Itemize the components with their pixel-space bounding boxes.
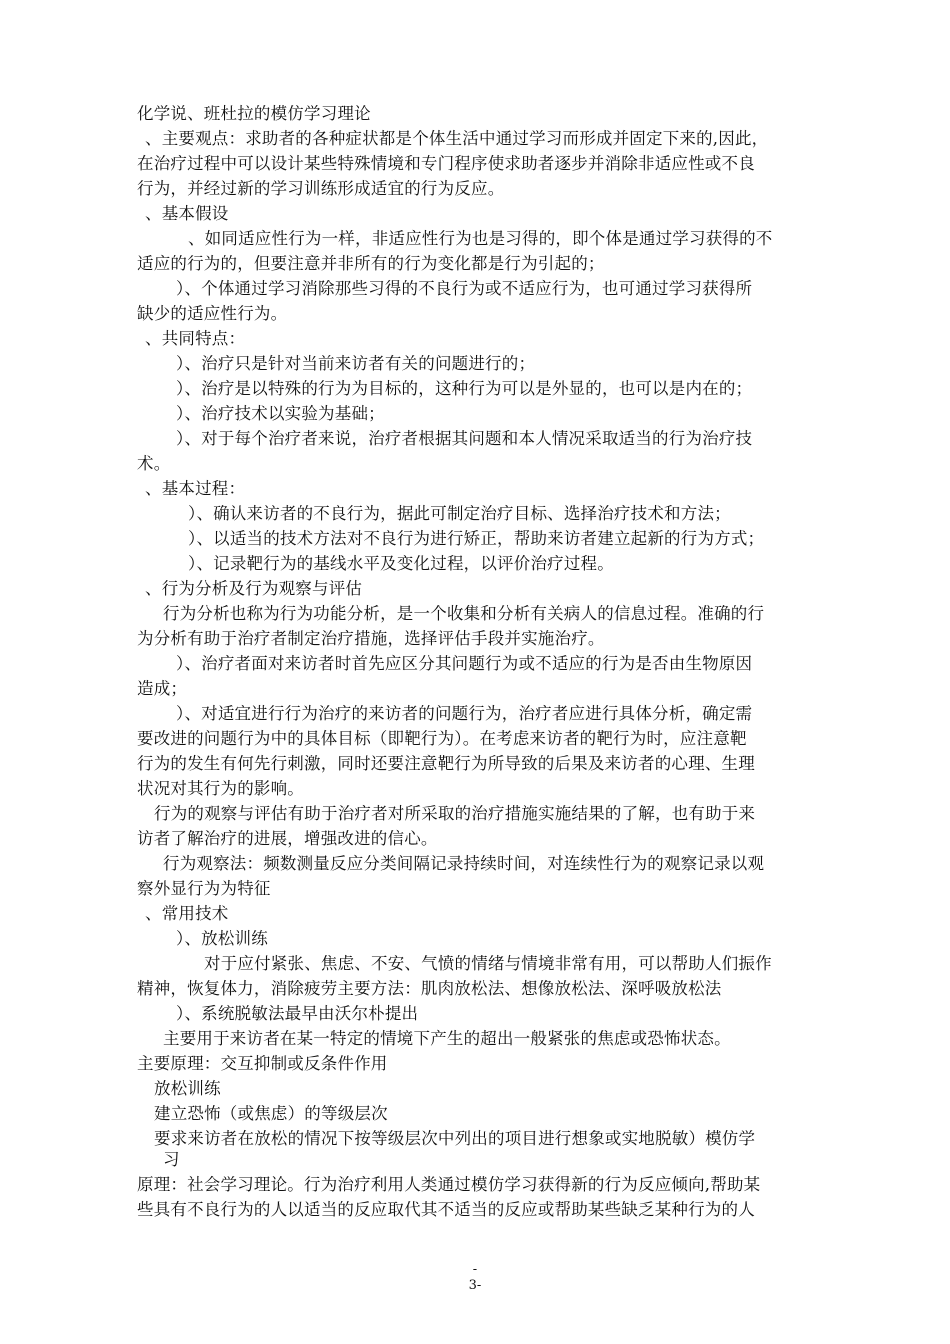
text-line: 行为分析也称为行为功能分析，是一个收集和分析有关病人的信息过程。准确的行 (163, 604, 765, 623)
text-line: 些具有不良行为的人以适当的反应取代其不适当的反应或帮助某些缺乏某种行为的人 (137, 1200, 755, 1219)
text-line: ）、确认来访者的不良行为，据此可制定治疗目标、选择治疗技术和方法； (188, 504, 731, 523)
text-line: 访者了解治疗的进展，增强改进的信心。 (137, 829, 438, 848)
text-line: ）、对于每个治疗者来说，治疗者根据其问题和本人情况采取适当的行为治疗技 (176, 429, 753, 448)
text-line: ）、放松训练 (176, 929, 268, 948)
text-line: 建立恐怖（或焦虑）的等级层次 (154, 1104, 388, 1123)
text-line: 化学说、班杜拉的模仿学习理论 (137, 104, 371, 123)
text-line: 行为的观察与评估有助于治疗者对所采取的治疗措施实施结果的了解，也有助于来 (154, 804, 756, 823)
text-line: 放松训练 (154, 1079, 221, 1098)
text-line: ）、治疗是以特殊的行为为目标的，这种行为可以是外显的，也可以是内在的； (176, 379, 753, 398)
text-line: 状况对其行为的影响。 (137, 779, 304, 798)
text-line: 在治疗过程中可以设计某些特殊情境和专门程序使求助者逐步并消除非适应性或不良 (137, 154, 755, 173)
text-line: 行为的发生有何先行刺激，同时还要注意靶行为所导致的后果及来访者的心理、生理 (137, 754, 755, 773)
text-line: ）、记录靶行为的基线水平及变化过程，以评价治疗过程。 (188, 554, 614, 573)
text-line: 、行为分析及行为观察与评估 (145, 579, 363, 598)
text-line: ）、以适当的技术方法对不良行为进行矫正，帮助来访者建立起新的行为方式； (188, 529, 765, 548)
text-line: 、如同适应性行为一样，非适应性行为也是习得的，即个体是通过学习获得的不 (188, 229, 773, 248)
text-line: 对于应付紧张、焦虑、不安、气愤的情绪与情境非常有用，可以帮助人们振作 (204, 954, 772, 973)
text-line: 、常用技术 (145, 904, 229, 923)
text-line: 行为观察法：频数测量反应分类间隔记录持续时间，对连续性行为的观察记录以观 (163, 854, 765, 873)
text-line: ）、治疗技术以实验为基础； (176, 404, 385, 423)
text-line: 察外显行为为特征 (137, 879, 271, 898)
text-line: 习 (163, 1150, 180, 1169)
text-line: 主要用于来访者在某一特定的情境下产生的超出一般紧张的焦虑或恐怖状态。 (163, 1029, 731, 1048)
text-line: 、基本过程： (145, 479, 246, 498)
text-line: ）、个体通过学习消除那些习得的不良行为或不适应行为，也可通过学习获得所 (176, 279, 753, 298)
text-line: 要改进的问题行为中的具体目标（即靶行为）。在考虑来访者的靶行为时，应注意靶 (137, 729, 747, 748)
text-line: 为分析有助于治疗者制定治疗措施，选择评估手段并实施治疗。 (137, 629, 605, 648)
text-line: 行为，并经过新的学习训练形成适宜的行为反应。 (137, 179, 505, 198)
text-line: 、基本假设 (145, 204, 229, 223)
text-line: 精神，恢复体力，消除疲劳主要方法：肌肉放松法、想像放松法、深呼吸放松法 (137, 979, 722, 998)
text-line: ）、治疗只是针对当前来访者有关的问题进行的； (176, 354, 536, 373)
text-line: 、主要观点：求助者的各种症状都是个体生活中通过学习而形成并固定下来的,因此， (145, 129, 769, 148)
footer-dash: - (472, 1262, 478, 1277)
text-line: 缺少的适应性行为。 (137, 304, 288, 323)
text-line: ）、系统脱敏法最早由沃尔朴提出 (176, 1004, 419, 1023)
text-line: 要求来访者在放松的情况下按等级层次中列出的项目进行想象或实地脱敏）模仿学 (154, 1129, 756, 1148)
text-line: 术。 (137, 454, 171, 473)
text-line: 原理：社会学习理论。行为治疗利用人类通过模仿学习获得新的行为反应倾向,帮助某 (137, 1175, 761, 1194)
text-line: ）、治疗者面对来访者时首先应区分其问题行为或不适应的行为是否由生物原因 (176, 654, 753, 673)
text-line: ）、对适宜进行行为治疗的来访者的问题行为，治疗者应进行具体分析，确定需 (176, 704, 753, 723)
text-line: 主要原理：交互抑制或反条件作用 (137, 1054, 388, 1073)
text-line: 、共同特点： (145, 329, 246, 348)
page-number: 3- (468, 1278, 482, 1293)
text-line: 适应的行为的，但要注意并非所有的行为变化都是行为引起的； (137, 254, 605, 273)
text-line: 造成； (137, 679, 188, 698)
